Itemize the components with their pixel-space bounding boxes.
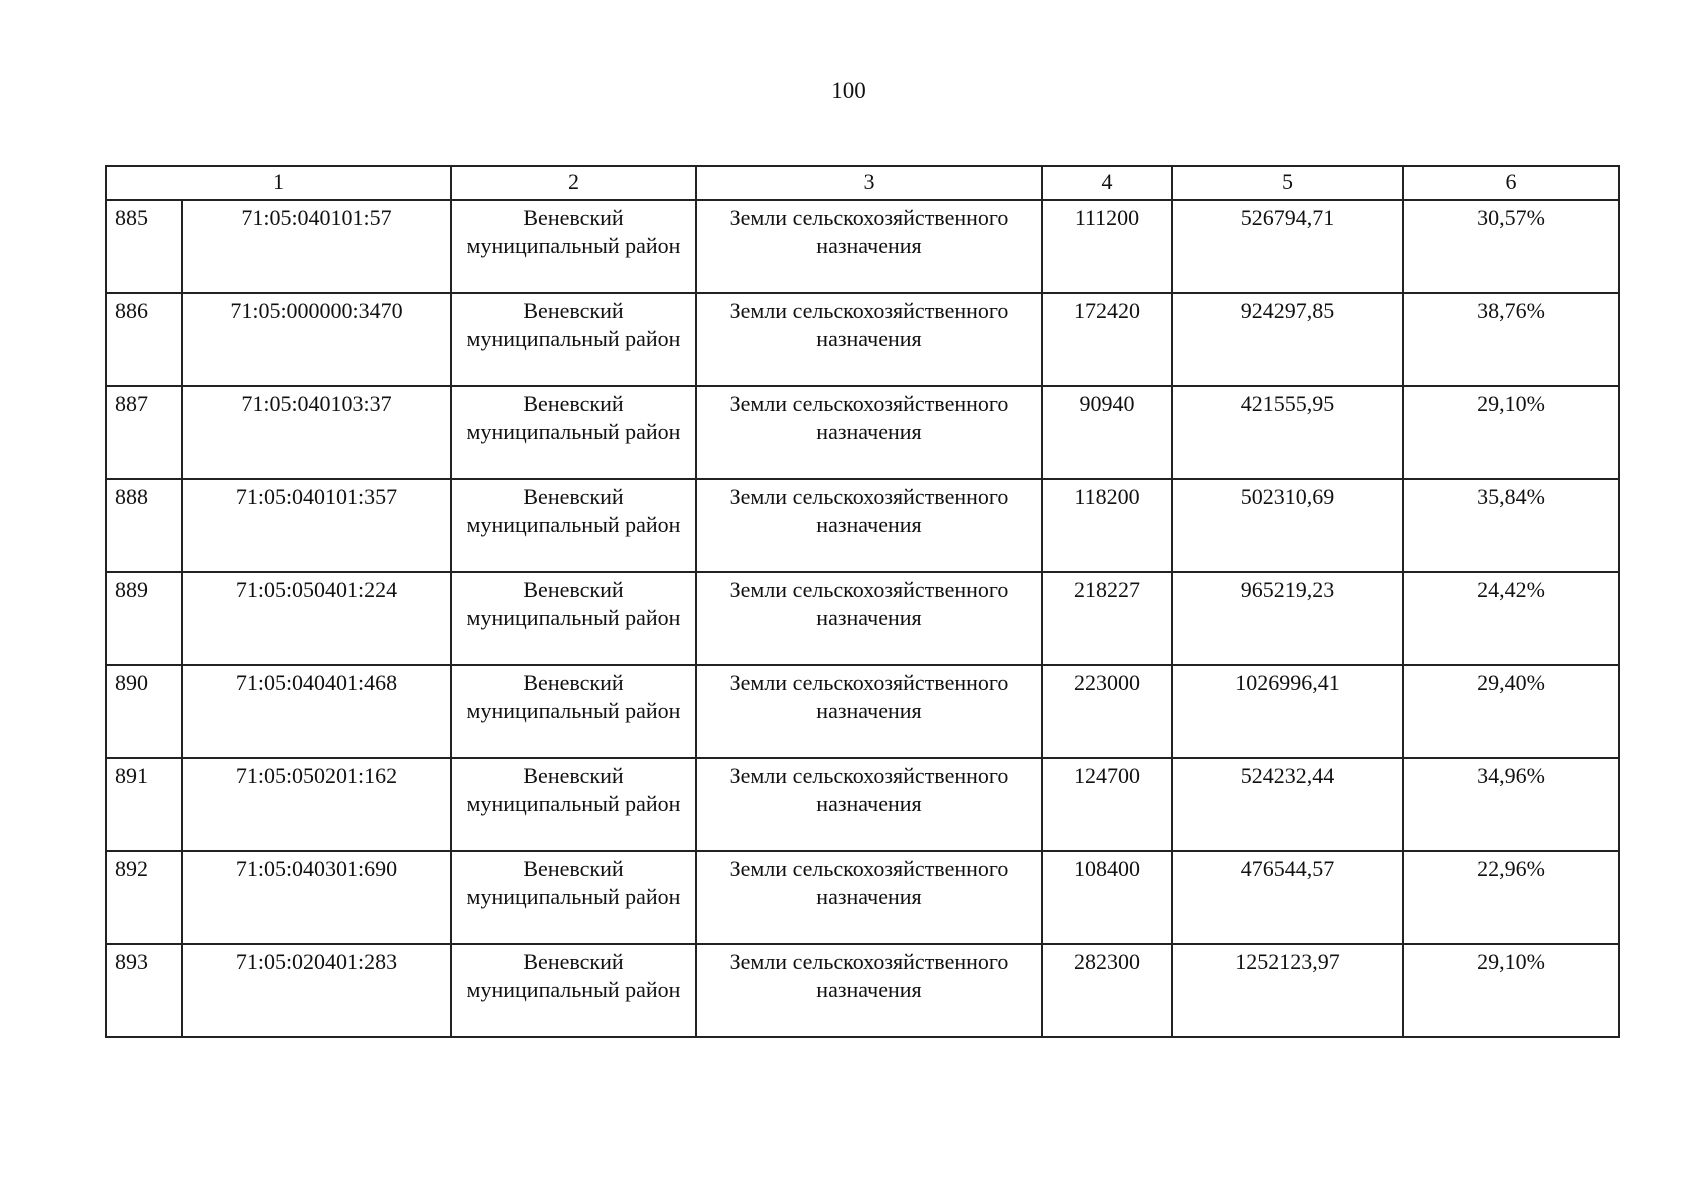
area: 282300 (1042, 944, 1172, 1037)
land-category: Земли сельскохозяйственного назначения (696, 479, 1042, 572)
percent: 38,76% (1403, 293, 1619, 386)
cadastral-number: 71:05:040401:468 (182, 665, 451, 758)
table-row (106, 386, 1619, 479)
table-row (106, 758, 1619, 851)
cadastral-number: 71:05:020401:283 (182, 944, 451, 1037)
percent: 29,40% (1403, 665, 1619, 758)
table-row (106, 944, 1619, 1037)
cadastral-value: 421555,95 (1172, 386, 1403, 479)
table-row (106, 200, 1619, 293)
percent: 35,84% (1403, 479, 1619, 572)
cadastral-number: 71:05:040101:57 (182, 200, 451, 293)
cadastral-value: 476544,57 (1172, 851, 1403, 944)
district: Веневский муниципальный район (451, 200, 696, 293)
percent: 22,96% (1403, 851, 1619, 944)
column-header-1: 1 (106, 166, 451, 200)
cadastral-value: 524232,44 (1172, 758, 1403, 851)
land-category: Земли сельскохозяйственного назначения (696, 200, 1042, 293)
row-number: 886 (106, 293, 182, 386)
row-number: 893 (106, 944, 182, 1037)
row-number: 889 (106, 572, 182, 665)
percent: 34,96% (1403, 758, 1619, 851)
district: Веневский муниципальный район (451, 479, 696, 572)
row-number: 890 (106, 665, 182, 758)
land-category: Земли сельскохозяйственного назначения (696, 758, 1042, 851)
land-category: Земли сельскохозяйственного назначения (696, 665, 1042, 758)
land-plots-table (105, 165, 1620, 1038)
area: 111200 (1042, 200, 1172, 293)
row-number: 885 (106, 200, 182, 293)
table-row (106, 851, 1619, 944)
table-row (106, 293, 1619, 386)
land-category: Земли сельскохозяйственного назначения (696, 386, 1042, 479)
land-category: Земли сельскохозяйственного назначения (696, 293, 1042, 386)
percent: 29,10% (1403, 944, 1619, 1037)
area: 223000 (1042, 665, 1172, 758)
district: Веневский муниципальный район (451, 851, 696, 944)
district: Веневский муниципальный район (451, 665, 696, 758)
district: Веневский муниципальный район (451, 572, 696, 665)
district: Веневский муниципальный район (451, 758, 696, 851)
column-header-6: 6 (1403, 166, 1619, 200)
area: 108400 (1042, 851, 1172, 944)
column-header-2: 2 (451, 166, 696, 200)
district: Веневский муниципальный район (451, 386, 696, 479)
area: 172420 (1042, 293, 1172, 386)
cadastral-number: 71:05:040301:690 (182, 851, 451, 944)
land-category: Земли сельскохозяйственного назначения (696, 851, 1042, 944)
cadastral-value: 1252123,97 (1172, 944, 1403, 1037)
cadastral-value: 526794,71 (1172, 200, 1403, 293)
table-row (106, 665, 1619, 758)
area: 90940 (1042, 386, 1172, 479)
column-header-5: 5 (1172, 166, 1403, 200)
percent: 29,10% (1403, 386, 1619, 479)
land-category: Земли сельскохозяйственного назначения (696, 944, 1042, 1037)
area: 124700 (1042, 758, 1172, 851)
cadastral-value: 502310,69 (1172, 479, 1403, 572)
cadastral-number: 71:05:040101:357 (182, 479, 451, 572)
district: Веневский муниципальный район (451, 944, 696, 1037)
area: 218227 (1042, 572, 1172, 665)
cadastral-number: 71:05:050401:224 (182, 572, 451, 665)
table-row (106, 572, 1619, 665)
cadastral-number: 71:05:040103:37 (182, 386, 451, 479)
row-number: 891 (106, 758, 182, 851)
cadastral-value: 924297,85 (1172, 293, 1403, 386)
land-category: Земли сельскохозяйственного назначения (696, 572, 1042, 665)
percent: 24,42% (1403, 572, 1619, 665)
row-number: 888 (106, 479, 182, 572)
cadastral-value: 965219,23 (1172, 572, 1403, 665)
area: 118200 (1042, 479, 1172, 572)
cadastral-number: 71:05:050201:162 (182, 758, 451, 851)
district: Веневский муниципальный район (451, 293, 696, 386)
page-number: 100 (831, 78, 866, 103)
column-header-3: 3 (696, 166, 1042, 200)
row-number: 887 (106, 386, 182, 479)
cadastral-value: 1026996,41 (1172, 665, 1403, 758)
table-header-row (106, 166, 1619, 200)
column-header-4: 4 (1042, 166, 1172, 200)
row-number: 892 (106, 851, 182, 944)
cadastral-number: 71:05:000000:3470 (182, 293, 451, 386)
table-row (106, 479, 1619, 572)
percent: 30,57% (1403, 200, 1619, 293)
